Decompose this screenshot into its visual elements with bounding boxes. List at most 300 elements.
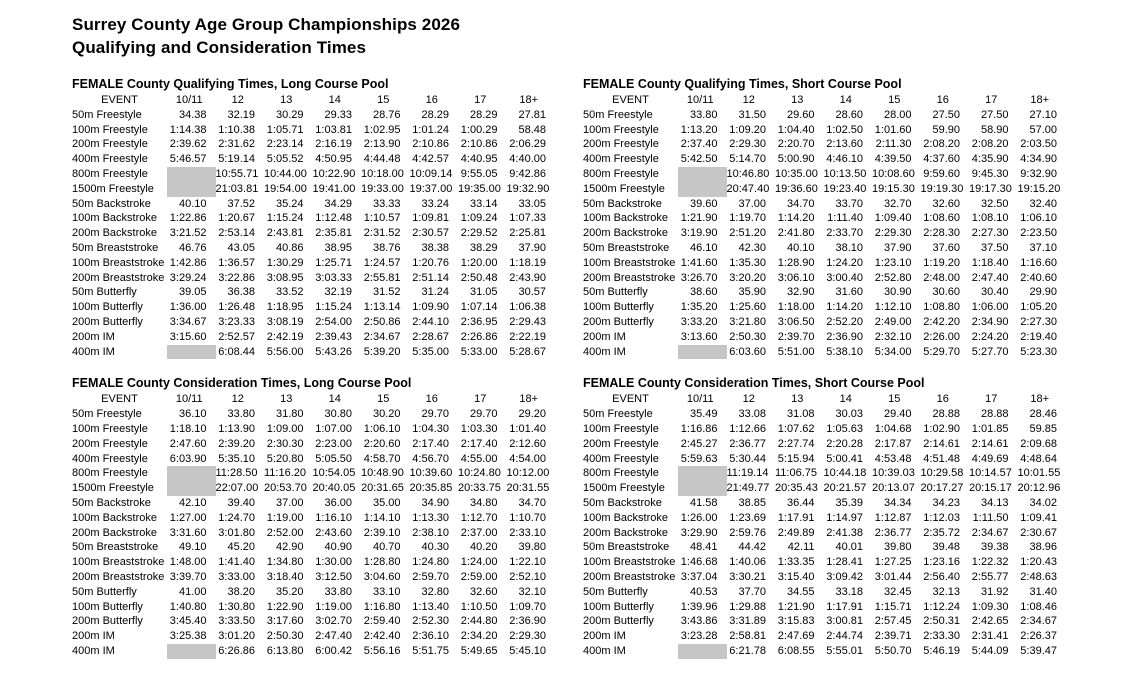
table-row <box>72 644 555 659</box>
time-value-cell: 20:17.27 <box>920 482 964 495</box>
time-value-cell: 2:34.67 <box>971 526 1009 539</box>
time-value-cell: 29.20 <box>518 408 546 421</box>
column-header-age-14: 14 <box>839 94 852 106</box>
time-value-cell: 20:15.17 <box>969 482 1012 495</box>
table-row <box>72 182 555 197</box>
time-value-cell: 6:21.78 <box>729 644 766 657</box>
time-value-cell: 2:20.28 <box>826 437 863 450</box>
no-time-shaded-cell <box>678 182 727 197</box>
time-value-cell: 2:27.30 <box>1020 315 1057 328</box>
event-name-cell: 100m Butterfly <box>72 301 143 314</box>
event-name-cell: 50m Butterfly <box>583 585 648 598</box>
table-qualifying-short-course <box>583 77 1066 359</box>
time-value-cell: 40.30 <box>421 541 449 554</box>
time-value-cell: 34.55 <box>786 585 815 598</box>
time-value-cell: 3:06.10 <box>777 271 815 284</box>
event-name-cell: 50m Breaststroke <box>583 541 670 554</box>
time-value-cell: 21:03.81 <box>215 182 259 195</box>
time-value-cell: 1:06.10 <box>363 422 401 435</box>
time-value-cell: 32.60 <box>469 585 498 598</box>
time-value-cell: 1:18.10 <box>169 422 207 435</box>
time-value-cell: 2:36.77 <box>729 437 766 450</box>
time-value-cell: 3:26.70 <box>680 271 718 284</box>
time-value-cell: 2:42.40 <box>363 630 401 643</box>
event-name-cell: 400m Freestyle <box>72 153 148 166</box>
event-name-cell: 200m Butterfly <box>583 315 654 328</box>
time-value-cell: 30.20 <box>372 408 401 421</box>
table-row <box>583 241 1066 256</box>
time-value-cell: 1:46.68 <box>680 556 718 569</box>
time-value-cell: 6:03.60 <box>729 345 766 358</box>
time-value-cell: 42.90 <box>275 541 304 554</box>
table-row <box>583 211 1066 226</box>
time-value-cell: 1:17.91 <box>777 511 815 524</box>
column-header-row <box>583 93 1066 108</box>
time-value-cell: 1:05.63 <box>826 422 863 435</box>
time-value-cell: 2:17.40 <box>412 437 449 450</box>
time-value-cell: 2:36.95 <box>460 315 498 328</box>
time-value-cell: 42.10 <box>178 496 207 509</box>
time-value-cell: 2:55.77 <box>971 570 1009 583</box>
time-value-cell: 10:39.03 <box>872 467 915 480</box>
time-value-cell: 1:05.20 <box>1020 301 1057 314</box>
time-value-cell: 5:05.52 <box>266 153 304 166</box>
time-value-cell: 31.05 <box>469 286 498 299</box>
time-value-cell: 1:20.67 <box>218 212 255 225</box>
time-value-cell: 38.38 <box>421 241 449 254</box>
table-row <box>72 614 555 629</box>
table-row <box>72 481 555 496</box>
time-value-cell: 1:12.66 <box>729 422 766 435</box>
time-value-cell: 2:41.80 <box>777 227 815 240</box>
time-value-cell: 2:44.80 <box>460 615 498 628</box>
time-value-cell: 2:45.27 <box>680 437 718 450</box>
column-header-age-1011: 10/11 <box>686 94 714 106</box>
no-time-shaded-cell <box>678 345 727 360</box>
column-header-age-15: 15 <box>377 94 390 106</box>
time-value-cell: 1:16.10 <box>315 511 352 524</box>
time-value-cell: 2:06.29 <box>509 138 546 151</box>
table-row <box>583 407 1066 422</box>
time-value-cell: 2:20.60 <box>363 437 401 450</box>
time-value-cell: 33.05 <box>518 197 546 210</box>
time-value-cell: 31.52 <box>372 286 401 299</box>
time-value-cell: 1:10.50 <box>460 600 498 613</box>
time-value-cell: 2:13.60 <box>826 138 863 151</box>
time-value-cell: 1:13.90 <box>218 422 255 435</box>
time-value-cell: 42.30 <box>738 241 766 254</box>
table-row <box>72 570 555 585</box>
time-value-cell: 20:47.40 <box>726 182 770 195</box>
time-value-cell: 1:01.85 <box>971 422 1009 435</box>
time-value-cell: 3:33.20 <box>680 315 718 328</box>
time-value-cell: 32.80 <box>421 585 449 598</box>
time-value-cell: 5:35.10 <box>218 452 255 465</box>
time-value-cell: 1:28.41 <box>826 556 863 569</box>
time-value-cell: 5:28.67 <box>509 345 546 358</box>
time-value-cell: 32.19 <box>227 108 255 121</box>
event-name-cell: 200m IM <box>72 330 115 343</box>
time-value-cell: 1:35.20 <box>680 301 718 314</box>
time-value-cell: 5:59.63 <box>680 452 718 465</box>
time-value-cell: 29.60 <box>786 108 815 121</box>
time-value-cell: 1:18.00 <box>777 301 815 314</box>
time-value-cell: 2:58.81 <box>729 630 766 643</box>
times-table-qualifying-short <box>583 93 1066 359</box>
table-row <box>72 330 555 345</box>
time-value-cell: 30.57 <box>518 286 546 299</box>
times-table-consideration-short <box>583 392 1066 658</box>
column-header-event: EVENT <box>612 94 649 106</box>
time-value-cell: 1:01.40 <box>509 422 546 435</box>
time-value-cell: 1:08.80 <box>923 301 960 314</box>
time-value-cell: 1:23.10 <box>874 256 912 269</box>
time-value-cell: 34.02 <box>1029 496 1057 509</box>
time-value-cell: 2:43.60 <box>315 526 352 539</box>
time-value-cell: 2:37.40 <box>680 138 718 151</box>
time-value-cell: 19:41.00 <box>312 182 356 195</box>
event-name-cell: 100m Freestyle <box>583 123 659 136</box>
column-header-age-15: 15 <box>888 94 901 106</box>
time-value-cell: 2:08.20 <box>923 138 960 151</box>
column-header-age-12: 12 <box>742 94 755 106</box>
time-value-cell: 2:43.90 <box>509 271 546 284</box>
time-value-cell: 4:40.00 <box>509 153 546 166</box>
time-value-cell: 28.88 <box>932 408 960 421</box>
time-value-cell: 37.90 <box>883 241 912 254</box>
time-value-cell: 33.33 <box>372 197 401 210</box>
time-value-cell: 27.10 <box>1029 108 1057 121</box>
time-value-cell: 1:24.57 <box>363 256 401 269</box>
time-value-cell: 11:06.75 <box>775 467 818 480</box>
event-name-cell: 200m Freestyle <box>72 437 148 450</box>
time-value-cell: 2:22.19 <box>509 330 546 343</box>
column-header-age-16: 16 <box>425 94 438 106</box>
time-value-cell: 3:45.40 <box>169 615 207 628</box>
time-value-cell: 2:26.37 <box>1020 630 1057 643</box>
event-name-cell: 50m Butterfly <box>583 286 648 299</box>
time-value-cell: 4:34.90 <box>1020 153 1057 166</box>
column-header-age-18: 18+ <box>519 393 539 406</box>
time-value-cell: 5:30.44 <box>729 452 766 465</box>
time-value-cell: 37.00 <box>738 197 766 210</box>
column-header-age-12: 12 <box>742 393 755 406</box>
time-value-cell: 1:25.60 <box>729 301 766 314</box>
event-name-cell: 1500m Freestyle <box>72 482 154 495</box>
time-value-cell: 5:34.00 <box>874 345 912 358</box>
time-value-cell: 20:31.65 <box>361 482 404 495</box>
no-time-shaded-cell <box>678 481 727 496</box>
event-name-cell: 200m Backstroke <box>583 526 668 539</box>
time-value-cell: 1:07.00 <box>315 422 352 435</box>
column-header-row <box>72 93 555 108</box>
time-value-cell: 1:19.70 <box>729 212 766 225</box>
time-value-cell: 32.19 <box>324 286 352 299</box>
time-value-cell: 36.38 <box>227 286 255 299</box>
table-row <box>72 555 555 570</box>
column-header-age-14: 14 <box>328 94 341 106</box>
no-time-shaded-cell <box>167 481 216 496</box>
event-name-cell: 100m Backstroke <box>583 511 668 524</box>
event-name-cell: 100m Breaststroke <box>583 556 676 569</box>
event-name-cell: 200m Backstroke <box>72 526 157 539</box>
column-header-age-14: 14 <box>839 393 852 406</box>
time-value-cell: 5:46.19 <box>923 644 960 657</box>
table-row <box>583 585 1066 600</box>
event-name-cell: 200m Backstroke <box>583 227 668 240</box>
time-value-cell: 34.70 <box>786 197 815 210</box>
time-value-cell: 48.41 <box>689 541 718 554</box>
time-value-cell: 4:51.48 <box>923 452 960 465</box>
time-value-cell: 2:03.50 <box>1020 138 1057 151</box>
column-header-age-17: 17 <box>474 94 487 106</box>
event-name-cell: 400m Freestyle <box>72 452 148 465</box>
event-name-cell: 200m Freestyle <box>583 437 659 450</box>
time-value-cell: 1:08.10 <box>971 212 1009 225</box>
column-header-age-16: 16 <box>425 393 438 406</box>
time-value-cell: 1:22.32 <box>971 556 1009 569</box>
time-value-cell: 2:39.71 <box>874 630 912 643</box>
event-name-cell: 100m Freestyle <box>72 422 148 435</box>
time-value-cell: 3:23.33 <box>218 315 255 328</box>
time-value-cell: 37.00 <box>275 496 304 509</box>
time-value-cell: 5:29.70 <box>923 345 960 358</box>
time-value-cell: 32.70 <box>883 197 912 210</box>
time-value-cell: 20:40.05 <box>312 482 356 495</box>
time-value-cell: 1:22.10 <box>509 556 546 569</box>
time-value-cell: 2:55.81 <box>363 271 401 284</box>
time-value-cell: 4:40.95 <box>460 153 498 166</box>
time-value-cell: 9:32.90 <box>1020 167 1057 180</box>
event-name-cell: 200m Breaststroke <box>72 570 165 583</box>
time-value-cell: 2:42.19 <box>266 330 304 343</box>
time-value-cell: 3:06.50 <box>777 315 815 328</box>
time-value-cell: 1:41.40 <box>218 556 255 569</box>
time-value-cell: 3:12.50 <box>315 570 352 583</box>
time-value-cell: 35.90 <box>738 286 766 299</box>
event-name-cell: 100m Butterfly <box>583 600 654 613</box>
time-value-cell: 42.11 <box>787 541 815 554</box>
time-value-cell: 5:39.20 <box>363 345 401 358</box>
time-value-cell: 1:16.86 <box>680 422 718 435</box>
time-value-cell: 1:28.90 <box>777 256 815 269</box>
table-row <box>72 422 555 437</box>
time-value-cell: 46.76 <box>178 241 207 254</box>
time-value-cell: 1:29.88 <box>729 600 766 613</box>
time-value-cell: 2:29.30 <box>509 630 546 643</box>
table-row <box>72 585 555 600</box>
time-value-cell: 20:12.96 <box>1017 482 1061 495</box>
time-value-cell: 33.52 <box>275 286 304 299</box>
time-value-cell: 2:16.19 <box>315 138 352 151</box>
time-value-cell: 2:50.48 <box>460 271 498 284</box>
time-value-cell: 29.70 <box>421 408 449 421</box>
event-name-cell: 200m IM <box>583 630 626 643</box>
event-name-cell: 50m Backstroke <box>72 197 151 210</box>
time-value-cell: 40.70 <box>372 541 401 554</box>
time-value-cell: 19:17.30 <box>969 182 1012 195</box>
time-value-cell: 2:34.67 <box>363 330 401 343</box>
time-value-cell: 3:25.38 <box>169 630 207 643</box>
time-value-cell: 33.70 <box>835 197 863 210</box>
time-value-cell: 38.10 <box>835 241 863 254</box>
table-row <box>72 285 555 300</box>
time-value-cell: 46.10 <box>689 241 718 254</box>
time-value-cell: 33.80 <box>324 585 352 598</box>
time-value-cell: 5:33.00 <box>460 345 498 358</box>
time-value-cell: 2:52.20 <box>826 315 863 328</box>
time-value-cell: 30.03 <box>835 408 863 421</box>
event-name-cell: 200m Butterfly <box>72 615 143 628</box>
time-value-cell: 27.81 <box>518 108 546 121</box>
time-value-cell: 1:10.70 <box>509 511 546 524</box>
time-value-cell: 35.39 <box>835 496 863 509</box>
table-row <box>583 437 1066 452</box>
time-value-cell: 2:48.63 <box>1020 570 1057 583</box>
event-name-cell: 200m Butterfly <box>72 315 143 328</box>
time-value-cell: 2:47.40 <box>315 630 352 643</box>
time-value-cell: 2:28.67 <box>412 330 449 343</box>
time-value-cell: 40.10 <box>178 197 207 210</box>
time-value-cell: 2:50.31 <box>923 615 960 628</box>
table-row <box>583 600 1066 615</box>
table-row <box>72 300 555 315</box>
time-value-cell: 2:59.76 <box>729 526 766 539</box>
time-value-cell: 30.90 <box>883 286 912 299</box>
column-header-age-16: 16 <box>936 94 949 106</box>
table-row <box>72 315 555 330</box>
time-value-cell: 19:15.30 <box>872 182 915 195</box>
time-value-cell: 22:07.00 <box>215 482 259 495</box>
time-value-cell: 34.38 <box>178 108 207 121</box>
column-header-age-12: 12 <box>231 393 244 406</box>
time-value-cell: 2:47.60 <box>169 437 207 450</box>
time-value-cell: 1:23.69 <box>729 511 766 524</box>
event-name-cell: 50m Freestyle <box>583 408 653 421</box>
time-value-cell: 10:54.05 <box>312 467 356 480</box>
time-value-cell: 39.40 <box>227 496 255 509</box>
time-value-cell: 38.96 <box>1029 541 1057 554</box>
time-value-cell: 1:39.96 <box>680 600 718 613</box>
event-name-cell: 200m Backstroke <box>72 227 157 240</box>
time-value-cell: 4:49.69 <box>971 452 1009 465</box>
time-value-cell: 2:39.70 <box>777 330 815 343</box>
table-title-qualifying-long: FEMALE County Qualifying Times, Long Course Pool <box>72 77 389 91</box>
column-header-age-1011: 10/11 <box>175 393 203 406</box>
time-value-cell: 9:45.30 <box>971 167 1009 180</box>
time-value-cell: 1:03.30 <box>460 422 498 435</box>
table-row <box>72 511 555 526</box>
time-value-cell: 1:14.20 <box>826 301 863 314</box>
time-value-cell: 2:29.30 <box>874 227 912 240</box>
event-name-cell: 100m Backstroke <box>72 212 157 225</box>
time-value-cell: 37.60 <box>932 241 960 254</box>
event-name-cell: 50m Backstroke <box>72 496 151 509</box>
time-value-cell: 30.29 <box>275 108 304 121</box>
table-row <box>583 540 1066 555</box>
time-value-cell: 3:21.80 <box>729 315 766 328</box>
time-value-cell: 34.90 <box>421 496 449 509</box>
time-value-cell: 2:20.70 <box>777 138 815 151</box>
time-value-cell: 31.92 <box>980 585 1009 598</box>
event-name-cell: 100m Backstroke <box>583 212 668 225</box>
time-value-cell: 5:14.70 <box>729 153 766 166</box>
time-value-cell: 4:46.10 <box>826 153 863 166</box>
column-header-age-13: 13 <box>791 94 804 106</box>
time-value-cell: 30.60 <box>932 286 960 299</box>
time-value-cell: 1:34.80 <box>266 556 304 569</box>
column-header-row <box>72 392 555 407</box>
time-value-cell: 41.58 <box>689 496 718 509</box>
time-value-cell: 38.95 <box>324 241 352 254</box>
time-value-cell: 1:09.30 <box>971 600 1009 613</box>
time-value-cell: 10:14.57 <box>969 467 1012 480</box>
column-header-age-15: 15 <box>377 393 390 406</box>
time-value-cell: 5:39.47 <box>1020 644 1057 657</box>
time-value-cell: 36.00 <box>324 496 352 509</box>
no-time-shaded-cell <box>167 644 216 659</box>
time-value-cell: 2:10.86 <box>460 138 498 151</box>
table-row <box>72 152 555 167</box>
time-value-cell: 1:16.60 <box>1020 256 1057 269</box>
event-name-cell: 50m Backstroke <box>583 197 662 210</box>
time-value-cell: 31.60 <box>835 286 863 299</box>
time-value-cell: 2:47.69 <box>777 630 815 643</box>
time-value-cell: 2:52.80 <box>874 271 912 284</box>
no-time-shaded-cell <box>167 182 216 197</box>
table-row <box>72 345 555 360</box>
time-value-cell: 1:36.00 <box>169 301 207 314</box>
time-value-cell: 2:11.30 <box>875 138 912 151</box>
time-value-cell: 1:18.19 <box>509 256 546 269</box>
time-value-cell: 3:15.40 <box>777 570 815 583</box>
time-value-cell: 1:14.10 <box>363 511 401 524</box>
time-value-cell: 33.14 <box>469 197 498 210</box>
time-value-cell: 40.53 <box>689 585 718 598</box>
time-value-cell: 1:09.20 <box>729 123 766 136</box>
time-value-cell: 34.23 <box>932 496 960 509</box>
table-row <box>583 345 1066 360</box>
time-value-cell: 1:35.30 <box>729 256 766 269</box>
time-value-cell: 1:13.30 <box>412 511 449 524</box>
event-name-cell: 800m Freestyle <box>583 467 659 480</box>
event-name-cell: 200m Freestyle <box>583 138 659 151</box>
table-row <box>583 182 1066 197</box>
time-value-cell: 3:01.44 <box>874 570 912 583</box>
table-row <box>583 123 1066 138</box>
time-value-cell: 2:31.41 <box>971 630 1009 643</box>
time-value-cell: 30.40 <box>980 286 1009 299</box>
document-header <box>72 13 1146 59</box>
time-value-cell: 4:35.90 <box>971 153 1009 166</box>
time-value-cell: 20:31.55 <box>506 482 550 495</box>
time-value-cell: 1:11.50 <box>972 511 1009 524</box>
time-value-cell: 2:30.67 <box>1020 526 1057 539</box>
time-value-cell: 1:12.10 <box>874 301 912 314</box>
time-value-cell: 57.00 <box>1029 123 1057 136</box>
time-value-cell: 4:53.48 <box>874 452 912 465</box>
time-value-cell: 1:19.00 <box>315 600 352 613</box>
table-row <box>72 271 555 286</box>
no-time-shaded-cell <box>167 345 216 360</box>
time-value-cell: 1:28.80 <box>363 556 401 569</box>
time-value-cell: 5:46.57 <box>169 153 207 166</box>
column-header-age-1011: 10/11 <box>686 393 714 406</box>
no-time-shaded-cell <box>678 466 727 481</box>
time-value-cell: 31.80 <box>275 408 304 421</box>
time-value-cell: 1:16.80 <box>363 600 401 613</box>
table-row <box>72 137 555 152</box>
